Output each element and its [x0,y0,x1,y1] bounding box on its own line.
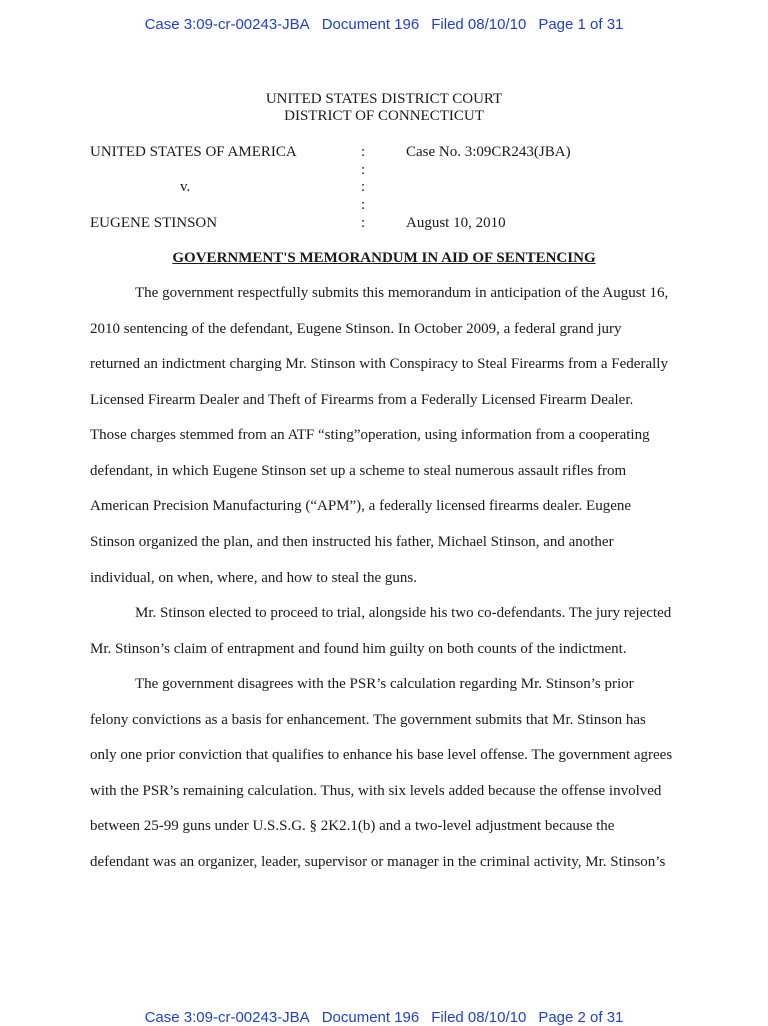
case-number: Case No. 3:09CR243(JBA) [406,144,571,160]
body-line: Mr. Stinson elected to proceed to trial, alongside his two co-defendants. The jury rejected [135,605,672,621]
body-line: felony convictions as a basis for enhancement. The government submits that Mr. Stinson has [90,712,646,728]
body-line: defendant, in which Eugene Stinson set up a scheme to steal numerous assault rifles from [90,463,627,479]
ecf-header-stamp [0,16,768,33]
body-line: Those charges stemmed from an ATF “sting”operation, using information from a cooperating [90,427,650,443]
defendant-name: EUGENE STINSON [90,215,218,231]
case-number-stamp: Case 3:09-cr-00243-JBA [144,1009,310,1026]
document-number-stamp: Document 196 [321,1009,420,1026]
body-line: 2010 sentencing of the defendant, Eugene Stinson. In October 2009, a federal grand jury [90,321,622,337]
body-line: The government disagrees with the PSR’s calculation regarding Mr. Stinson’s prior [135,676,634,692]
caption-row-spacer [0,162,768,180]
body-line: Licensed Firearm Dealer and Theft of Firearms from a Federally Licensed Firearm Dealer. [90,392,634,408]
ecf-header-stamp-next-page [0,1009,768,1026]
caption-row-defendant [0,215,768,233]
caption-row-spacer [0,197,768,215]
document-title: GOVERNMENT'S MEMORANDUM IN AID OF SENTENCING [172,250,596,266]
body-line: between 25-99 guns under U.S.S.G. § 2K2.1(b) and a two-level adjustment because the [90,818,615,834]
body-line: only one prior conviction that qualifies to enhance his base level offense. The government agrees [90,747,673,763]
filed-date-stamp: Filed 08/10/10 [431,1009,527,1026]
caption-colon: : [361,144,366,160]
court-name: UNITED STATES DISTRICT COURT [265,91,503,107]
caption-row-versus [0,179,768,197]
versus-label: v. [180,179,191,195]
body-line: Mr. Stinson’s claim of entrapment and found him guilty on both counts of the indictment. [90,641,627,657]
body-line: The government respectfully submits this memorandum in anticipation of the August 16, [135,285,669,301]
document-number-stamp: Document 196 [321,16,420,33]
page-number-stamp: Page 2 of 31 [538,1009,624,1026]
body-line: defendant was an organizer, leader, supervisor or manager in the criminal activity, Mr. Stinson’s [90,854,666,870]
caption-row-plaintiff [0,144,768,162]
caption-colon: : [361,215,366,231]
body-line: Stinson organized the plan, and then instructed his father, Michael Stinson, and another [90,534,614,550]
caption-colon: : [361,179,366,195]
body-line: with the PSR’s remaining calculation. Thus, with six levels added because the offense involved [90,783,662,799]
body-line: individual, on when, where, and how to steal the guns. [90,570,418,586]
caption-colon: : [361,197,366,213]
case-number-stamp: Case 3:09-cr-00243-JBA [144,16,310,33]
plaintiff-name: UNITED STATES OF AMERICA [90,144,297,160]
court-district: DISTRICT OF CONNECTICUT [284,108,484,124]
filed-date-stamp: Filed 08/10/10 [431,16,527,33]
body-line: American Precision Manufacturing (“APM”), a federally licensed firearms dealer. Eugene [90,498,632,514]
caption-colon: : [361,162,366,178]
body-line: returned an indictment charging Mr. Stinson with Conspiracy to Steal Firearms from a Federally [90,356,668,372]
filing-date: August 10, 2010 [406,215,506,231]
page-number-stamp: Page 1 of 31 [538,16,624,33]
